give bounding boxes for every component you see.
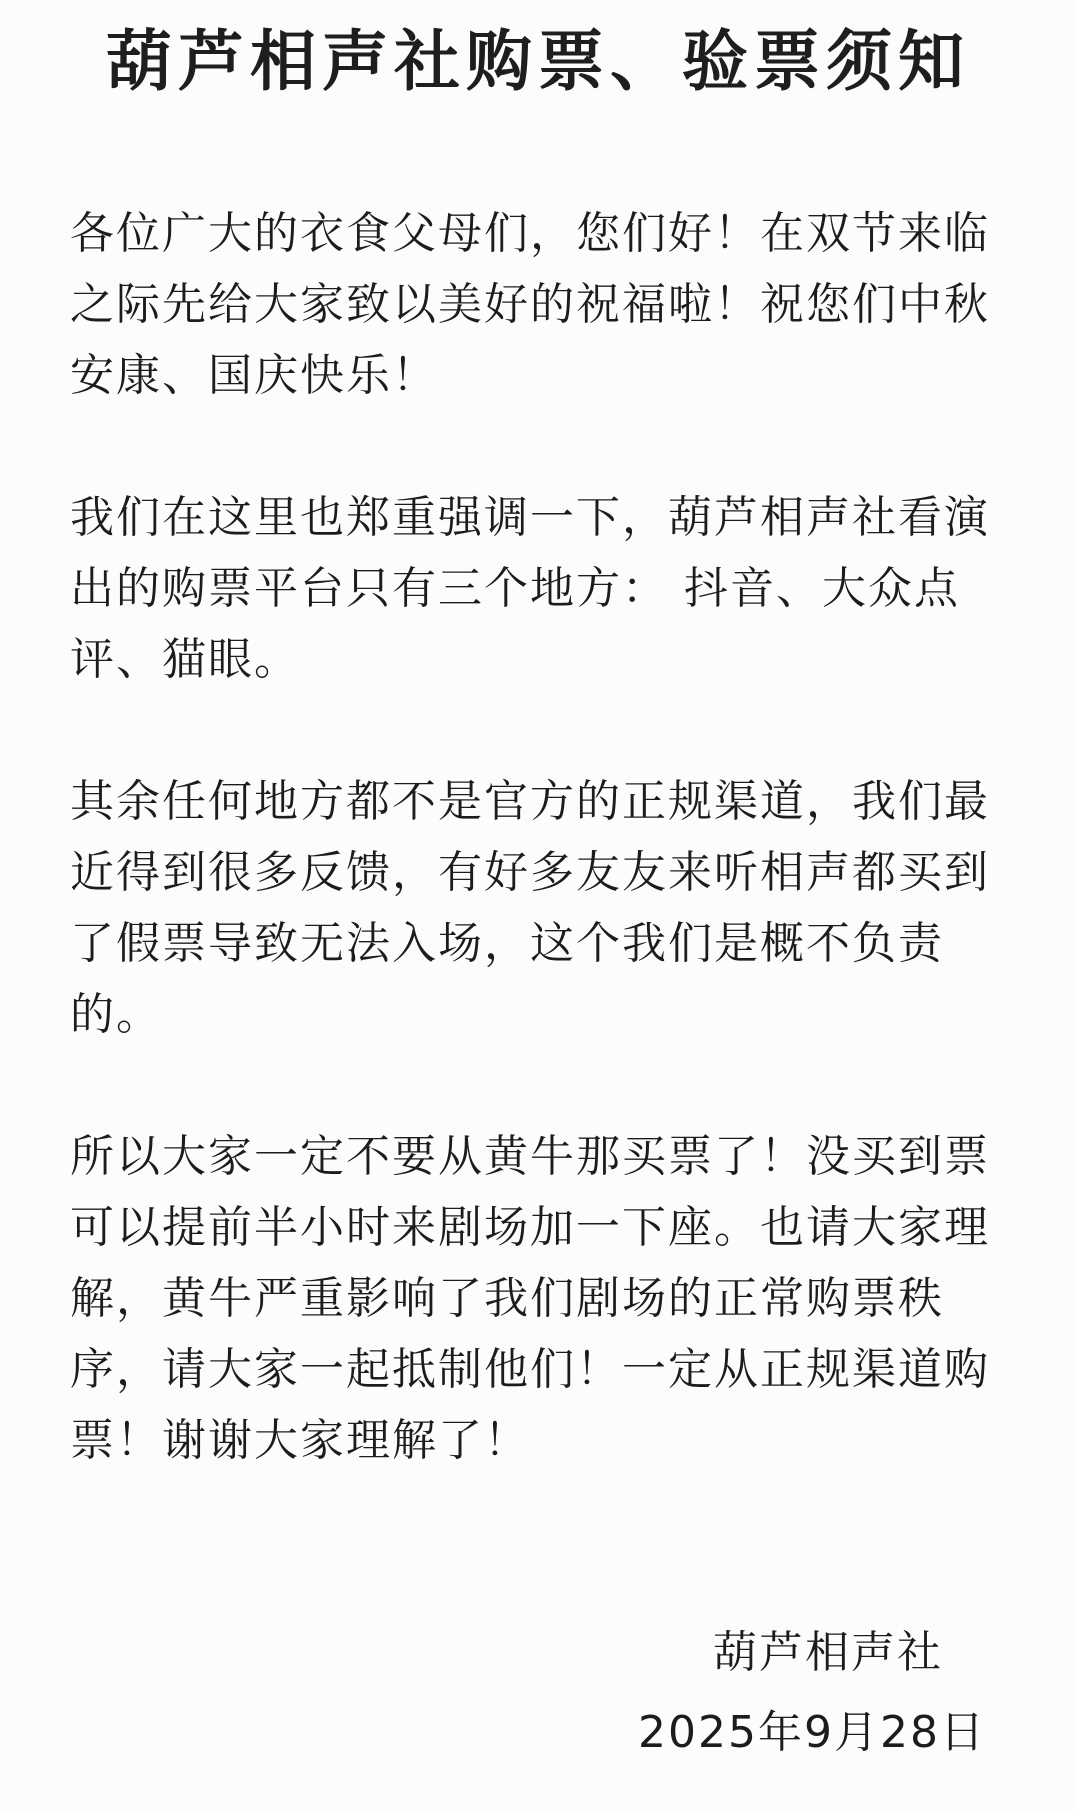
paragraph-greeting — [70, 198, 1010, 411]
paragraph-line: 出的购票平台只有三个地方： 抖音、大众点 — [70, 563, 960, 614]
paragraph-unofficial-channels — [70, 766, 1010, 1050]
paragraph-line: 所以大家一定不要从黄牛那买票了！没买到票 — [70, 1131, 990, 1182]
paragraph-line: 其余任何地方都不是官方的正规渠道，我们最 — [70, 776, 990, 827]
paragraph-line: 解，黄牛严重影响了我们剧场的正常购票秩 — [70, 1273, 944, 1324]
paragraph-line: 近得到很多反馈，有好多友友来听相声都买到 — [70, 847, 990, 898]
paragraph-line: 各位广大的衣食父母们，您们好！在双节来临 — [70, 208, 990, 259]
paragraph-line: 可以提前半小时来剧场加一下座。也请大家理 — [70, 1202, 990, 1253]
paragraph-line: 之际先给大家致以美好的祝福啦！祝您们中秋 — [70, 279, 990, 330]
paragraph-line: 我们在这里也郑重强调一下，葫芦相声社看演 — [70, 492, 990, 543]
paragraph-line: 了假票导致无法入场，这个我们是概不负责 — [70, 918, 944, 969]
signature-date: 2025年9月28日 — [638, 1707, 986, 1758]
paragraph-line: 票！谢谢大家理解了！ — [70, 1415, 530, 1466]
paragraph-line: 的。 — [70, 989, 162, 1040]
paragraph-platforms — [70, 482, 1010, 695]
signature-name: 葫芦相声社 — [713, 1627, 943, 1678]
paragraph-scalpers-warning — [70, 1121, 1010, 1476]
paragraph-line: 安康、国庆快乐！ — [70, 350, 438, 401]
notice-title: 葫芦相声社购票、验票须知 — [106, 23, 970, 100]
paragraph-line: 评、猫眼。 — [70, 634, 300, 685]
paragraph-line: 序，请大家一起抵制他们！一定从正规渠道购 — [70, 1344, 990, 1395]
